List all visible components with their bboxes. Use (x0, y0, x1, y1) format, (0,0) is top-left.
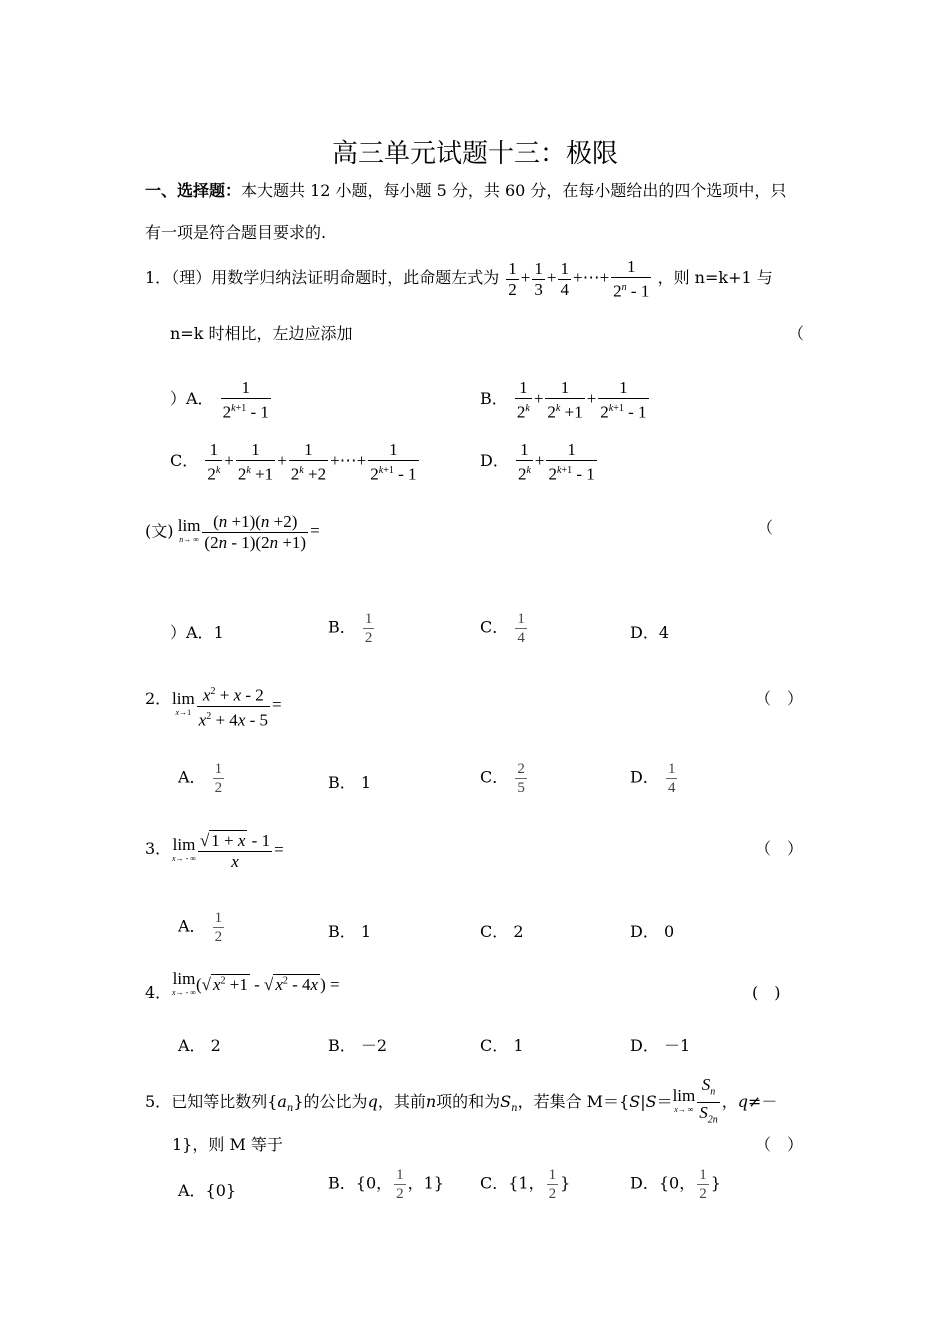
q3-option-d[interactable] (630, 919, 674, 942)
q5-number: 5． (145, 1091, 172, 1111)
q5-line2: 1}，则 M 等于 (172, 1135, 283, 1154)
q5-stem-h: ≠－ (748, 1091, 778, 1111)
q1-paren-open: （ (788, 324, 805, 343)
q5-option-b-b: ，1} (407, 1173, 444, 1193)
q1w-option-a-value: 1 (213, 623, 224, 642)
q3-option-c-value: 2 (513, 922, 524, 941)
q4-option-d-label: D． (630, 1036, 659, 1055)
q3-formula: lim x→ - ∞ $\frac{√ 1 + x - 1}{x}$ = (172, 831, 284, 871)
q3-option-c[interactable] (480, 919, 524, 942)
q1-option-c-label: C． (170, 451, 199, 471)
q4-option-c[interactable] (480, 1033, 524, 1056)
q2-option-d-label: D． (630, 767, 659, 787)
q4-option-a-label: A． (178, 1036, 206, 1055)
q5-stem-a: 已知等比数列{ (171, 1091, 278, 1111)
q4-option-b-value: －2 (360, 1036, 388, 1055)
q2-paren: （ ） (755, 689, 804, 708)
q5-stem-d: 项的和为 (436, 1091, 501, 1111)
q5-option-c[interactable]: C．{1， $\frac{1}{2}$ } (480, 1167, 571, 1202)
q1w-stem: (文) lim n→ ∞ $\frac{(n +1)(n +2)}{(2n - 1)(2n +1)}$ = (145, 512, 320, 552)
q2-option-a-label: A． (178, 767, 206, 787)
q2-option-b[interactable] (328, 770, 371, 793)
q5-stem-f: ＝ (656, 1091, 673, 1111)
q4-formula: lim x→ - ∞ (√ $x^2 +1$ - √ $x^2 - 4x$ ) = (172, 969, 340, 997)
q2-option-b-label: B． (328, 773, 356, 792)
q1w-option-d-label: D． (630, 623, 659, 642)
q2-option-a[interactable]: A． $\frac{1}{2}$ (178, 761, 223, 796)
q5-option-b[interactable]: B．{0， $\frac{1}{2}$ ，1} (328, 1167, 444, 1202)
q5-paren: （ ） (755, 1135, 804, 1154)
q3-option-c-label: C． (480, 922, 509, 941)
q1w-label: (文) (145, 521, 174, 541)
q5-option-d[interactable]: D．{0， $\frac{1}{2}$ } (630, 1167, 721, 1202)
q5-stem: 5．已知等比数列$\{a_n\}$的公比为q，其前n项的和为$S_n$，若集合 M＝{S|S＝ lim x→ ∞ $\frac{S_n}{S_{2n}}$ ，q≠－ (145, 1075, 778, 1126)
page-title: 高三单元试题十三：极限 (331, 139, 618, 169)
question-1-stem (145, 257, 773, 302)
section-intro (145, 178, 786, 201)
section-body-1: 本大题共 12 小题，每小题 5 分，共 60 分，在每小题给出的四个选项中，只 (241, 181, 787, 200)
q5-stem-c: ，其前 (377, 1091, 426, 1111)
q1-option-a-label: ）A． (170, 389, 214, 409)
q1w-option-b-label: B． (328, 617, 356, 637)
q4-option-a[interactable] (178, 1033, 221, 1056)
q1-stem-b: ，则 n=k+1 与 (657, 268, 773, 288)
q5-option-c-a: C．{1， (480, 1173, 545, 1193)
q4-option-b-label: B． (328, 1036, 356, 1055)
q4-option-b[interactable] (328, 1033, 387, 1056)
q4-option-a-value: 2 (210, 1036, 221, 1055)
q3-option-b-label: B． (328, 922, 356, 941)
q1-option-b-label: B． (480, 389, 508, 409)
q4-paren: ( ) (752, 983, 781, 1002)
q1-stem-line2: n=k 时相比，左边应添加 (170, 324, 353, 343)
q5-option-b-a: B．{0， (328, 1173, 393, 1193)
q2-option-d[interactable]: D． $\frac{1}{4}$ (630, 761, 676, 796)
q1-formula: $\frac{1}{2}$ + $\frac{1}{3}$ + $\frac{1}{4}$ +⋯+ $\frac{1}{2^n - 1}$ (508, 257, 650, 301)
q3-number: 3． (145, 839, 172, 858)
q1-stem-a: （理）用数学归纳法证明命题时，此命题左式为 (171, 268, 500, 288)
q4-option-c-value: 1 (513, 1036, 524, 1055)
q2-option-c-label: C． (480, 767, 509, 787)
q5-stem-e: ，若集合 M＝{ (517, 1091, 630, 1111)
section-body-2: 有一项是符合题目要求的. (145, 223, 327, 242)
q1-option-d-label: D． (480, 451, 509, 471)
q1-option-c[interactable]: C． $\frac{1}{2^k}$ + $\frac{1}{2^k +1}$ + $\frac{1}{2^k +2}$ +⋯+ $\frac{1}{2^{k+1} - 1}$ (170, 440, 417, 484)
q1-option-b[interactable]: B． $\frac{1}{2^k}$ + $\frac{1}{2^k +1}$ + $\frac{1}{2^{k+1} - 1}$ (480, 378, 647, 422)
q5-option-a[interactable]: A．{0} (178, 1181, 237, 1200)
q1-option-a[interactable]: ）A． $\frac{1}{2^{k+1} - 1}$ (170, 378, 269, 422)
q3-option-d-value: 0 (663, 922, 675, 941)
q3-option-a-label: A． (178, 916, 206, 936)
q4-option-d-value: －1 (663, 1036, 691, 1055)
q1w-option-a-label: ）A． (170, 623, 214, 642)
q2-number: 2． (145, 689, 172, 708)
q1w-option-a[interactable] (170, 620, 224, 643)
q5-stem-b: }的公比为 (293, 1091, 368, 1111)
q2-option-b-value: 1 (360, 773, 372, 792)
q5-stem-g: ， (721, 1091, 738, 1111)
q3-paren: （ ） (755, 839, 804, 858)
q4-number: 4． (145, 983, 172, 1002)
q5-option-d-a: D．{0， (630, 1173, 696, 1193)
q3-option-b-value: 1 (360, 922, 372, 941)
q5-option-c-b: } (560, 1173, 571, 1193)
q1-number: 1． (145, 268, 172, 288)
q5-option-d-b: } (710, 1173, 721, 1193)
q1w-option-c[interactable]: C． $\frac{1}{4}$ (480, 611, 525, 646)
q2-formula: lim x→1 $\frac{x^2 + x - 2}{x^2 + 4x - 5}$ = (172, 682, 282, 730)
q1w-paren-open: （ (757, 518, 774, 537)
q2-option-c[interactable]: C． $\frac{2}{5}$ (480, 761, 525, 796)
q3-option-a[interactable]: A． $\frac{1}{2}$ (178, 910, 223, 945)
q1w-option-c-label: C． (480, 617, 509, 637)
q1w-option-d-value: 4 (658, 623, 670, 642)
q1w-option-d[interactable] (630, 620, 669, 643)
section-head: 一、选择题： (145, 181, 242, 200)
q1w-option-b[interactable]: B． $\frac{1}{2}$ (328, 611, 373, 646)
q4-option-d[interactable] (630, 1033, 690, 1056)
q4-option-c-label: C． (480, 1036, 509, 1055)
q1-option-d[interactable]: D． $\frac{1}{2^k}$ + $\frac{1}{2^{k+1} - 1}$ (480, 440, 595, 484)
q3-option-b[interactable] (328, 919, 371, 942)
q3-option-d-label: D． (630, 922, 659, 941)
